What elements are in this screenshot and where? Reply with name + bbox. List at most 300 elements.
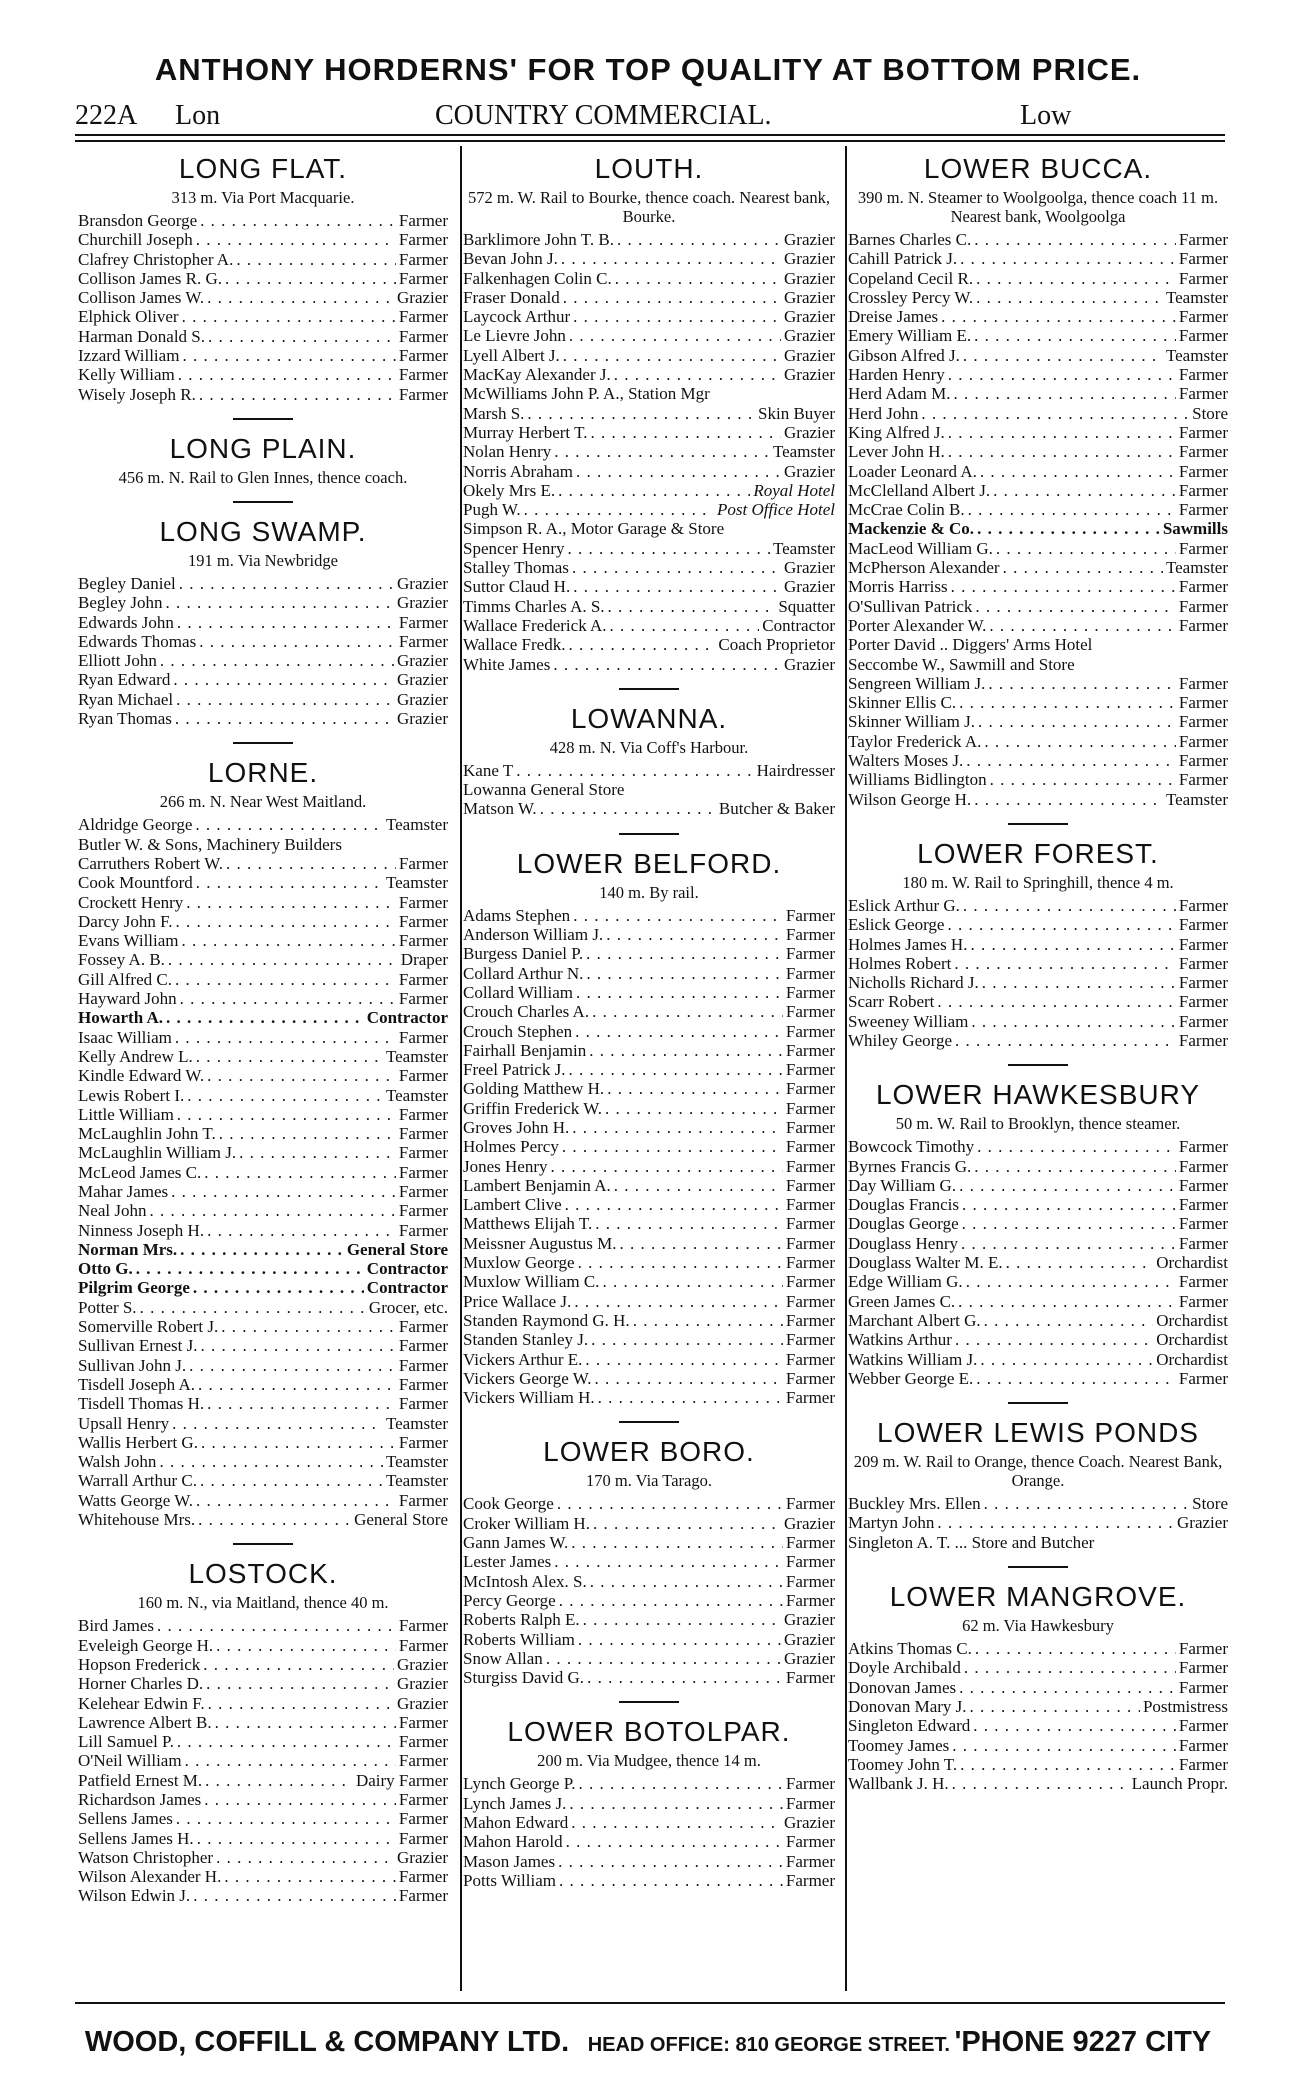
- resident-entry: [78, 1028, 448, 1047]
- right-guide-word: Low: [1020, 100, 1072, 131]
- resident-occupation: Royal Hotel: [753, 480, 835, 500]
- locality-section: [463, 1435, 835, 1687]
- resident-name: Atkins Thomas C.: [848, 1639, 972, 1659]
- resident-occupation: Grazier: [397, 1847, 448, 1867]
- leader-dots: [948, 442, 1176, 461]
- resident-entry: [848, 896, 1228, 915]
- resident-entry: [78, 385, 448, 404]
- resident-name: Herd John: [848, 403, 919, 423]
- leader-dots: [176, 912, 396, 931]
- locality-description: 428 m. N. Via Coff's Harbour.: [549, 737, 749, 757]
- leader-dots: [207, 288, 394, 307]
- resident-occupation: Farmer: [1178, 480, 1228, 500]
- resident-occupation: Grazier: [784, 287, 835, 307]
- resident-name: Patfield Ernest M.: [78, 1770, 203, 1790]
- resident-occupation: Farmer: [1178, 1195, 1228, 1215]
- resident-entry: [848, 384, 1228, 403]
- resident-name: Spencer Henry: [463, 538, 565, 558]
- resident-entry: [463, 481, 835, 500]
- resident-name: Anderson William J.: [463, 925, 604, 945]
- resident-occupation: Grazier: [397, 1693, 448, 1713]
- resident-name: Adams Stephen: [463, 905, 571, 925]
- resident-occupation: Farmer: [398, 1809, 448, 1829]
- resident-name: Herd Adam M.: [848, 384, 951, 404]
- locality-description: 456 m. N. Rail to Glen Innes, thence coach.: [118, 467, 408, 487]
- resident-occupation: Farmer: [785, 982, 835, 1002]
- leader-dots: [203, 1655, 394, 1674]
- resident-name: Standen Stanley J.: [463, 1330, 589, 1350]
- resident-entry: [463, 597, 835, 616]
- resident-name: Sellens James: [78, 1809, 173, 1829]
- section-separator: [619, 1421, 679, 1423]
- resident-occupation: Farmer: [1178, 230, 1228, 249]
- resident-entry: [848, 1639, 1228, 1658]
- leader-dots: [207, 1394, 396, 1413]
- resident-name: McLaughlin William J.: [78, 1143, 237, 1163]
- resident-occupation: Grazier: [397, 651, 448, 671]
- resident-entry: [463, 423, 835, 442]
- resident-name: Dreise James: [848, 307, 939, 327]
- resident-name: Snow Allan: [463, 1648, 543, 1668]
- leader-dots: [568, 635, 715, 654]
- locality-description: 266 m. N. Near West Maitland.: [159, 792, 367, 812]
- leader-dots: [554, 1552, 783, 1571]
- leader-dots: [602, 1272, 782, 1291]
- resident-occupation: Farmer: [398, 1355, 448, 1375]
- locality-description: 62 m. Via Hawkesbury: [962, 1616, 1114, 1636]
- resident-occupation: Farmer: [785, 1832, 835, 1852]
- section-separator: [619, 688, 679, 690]
- resident-name: Morris Harriss: [848, 577, 948, 597]
- resident-entry: [463, 519, 835, 538]
- leader-dots: [586, 964, 783, 983]
- leader-dots: [177, 1732, 396, 1751]
- resident-name: Fairhall Benjamin: [463, 1040, 587, 1060]
- resident-list: [78, 574, 448, 728]
- leader-dots: [207, 1066, 396, 1085]
- resident-name: Otto G.: [78, 1259, 133, 1279]
- leader-dots: [140, 1298, 366, 1317]
- resident-occupation: Farmer: [1178, 1011, 1228, 1031]
- resident-entry: [463, 1099, 835, 1118]
- leader-dots: [216, 1848, 394, 1867]
- leader-dots: [208, 327, 396, 346]
- resident-entry: [78, 1636, 448, 1655]
- resident-occupation: Farmer: [785, 963, 835, 983]
- resident-name: Tisdell Joseph A.: [78, 1374, 195, 1394]
- leader-dots: [587, 1668, 783, 1687]
- leader-dots: [977, 519, 1160, 538]
- leader-dots: [619, 1234, 782, 1253]
- resident-entry: [78, 1008, 448, 1027]
- locality-name: LOWANNA.: [570, 702, 728, 734]
- leader-dots: [988, 674, 1176, 693]
- resident-entry: [848, 732, 1228, 751]
- resident-entry: [463, 404, 835, 423]
- resident-entry: [848, 346, 1228, 365]
- resident-entry: [463, 1794, 835, 1813]
- resident-occupation: Farmer: [1178, 596, 1228, 616]
- resident-occupation: Farmer: [398, 1490, 448, 1510]
- resident-entry: [78, 211, 448, 230]
- resident-entry: [78, 1086, 448, 1105]
- resident-entry: [848, 1311, 1228, 1330]
- resident-name: Copeland Cecil R.: [848, 268, 974, 288]
- resident-occupation: Farmer: [1178, 326, 1228, 346]
- resident-name: Mahon Harold: [463, 1832, 563, 1852]
- leader-dots: [959, 693, 1176, 712]
- resident-occupation: Farmer: [1178, 1291, 1228, 1311]
- leader-dots: [175, 1028, 396, 1047]
- resident-occupation: Grazier: [784, 1610, 835, 1630]
- column-divider-2: [845, 146, 847, 1991]
- resident-entry: [848, 1697, 1228, 1716]
- leader-dots: [236, 250, 396, 269]
- resident-name: Mackenzie & Co.: [848, 519, 975, 539]
- resident-name: Lill Samuel P.: [78, 1732, 174, 1752]
- resident-occupation: Teamster: [1165, 789, 1228, 809]
- leader-dots: [948, 423, 1176, 442]
- locality-description: 209 m. W. Rail to Orange, thence Coach. Nearest Bank, Orange.: [853, 1452, 1223, 1491]
- resident-occupation: Farmer: [1178, 1754, 1228, 1774]
- leader-dots: [606, 925, 783, 944]
- resident-entry: [463, 1494, 835, 1513]
- resident-name: Taylor Frederick A.: [848, 731, 982, 751]
- leader-dots: [558, 1852, 783, 1871]
- resident-occupation: Farmer: [1178, 1272, 1228, 1292]
- leader-dots: [569, 1794, 783, 1813]
- locality-description: 170 m. Via Tarago.: [585, 1471, 712, 1491]
- resident-name: Sweeney William: [848, 1011, 969, 1031]
- resident-name: Potts William: [463, 1870, 556, 1890]
- resident-entry: [463, 1871, 835, 1890]
- leader-dots: [193, 1278, 364, 1297]
- resident-occupation: Orchardist: [1156, 1330, 1228, 1350]
- resident-entry: [78, 365, 448, 384]
- resident-entry: [848, 1137, 1228, 1156]
- resident-entry: [848, 1678, 1228, 1697]
- resident-entry: [78, 893, 448, 912]
- resident-name: Douglas George: [848, 1214, 959, 1234]
- resident-occupation: Farmer: [1178, 895, 1228, 915]
- leader-dots: [574, 1292, 783, 1311]
- resident-name: Bevan John J.: [463, 249, 558, 269]
- leader-dots: [562, 1137, 783, 1156]
- leader-dots: [614, 365, 781, 384]
- resident-occupation: Farmer: [785, 1002, 835, 1022]
- resident-name: Stalley Thomas: [463, 558, 569, 578]
- leader-dots: [225, 269, 396, 288]
- resident-entry: [463, 1533, 835, 1552]
- resident-occupation: Grazier: [784, 654, 835, 674]
- resident-name: Wilson George H.: [848, 789, 972, 809]
- resident-occupation: Farmer: [398, 1394, 448, 1414]
- resident-occupation: Grocer, etc.: [368, 1297, 448, 1317]
- resident-occupation: Grazier: [784, 422, 835, 442]
- resident-name: Gann James W.: [463, 1533, 569, 1553]
- resident-name: Hayward John: [78, 989, 177, 1009]
- resident-name: Vickers George W.: [463, 1368, 592, 1388]
- leader-dots: [960, 249, 1176, 268]
- resident-entry: [848, 1176, 1228, 1195]
- resident-occupation: Farmer: [398, 268, 448, 288]
- locality-name: LOWER LEWIS PONDS: [877, 1417, 1199, 1449]
- leader-dots: [1006, 1253, 1154, 1272]
- resident-entry: [78, 1394, 448, 1413]
- resident-occupation: Postmistress: [1142, 1696, 1228, 1716]
- leader-dots: [516, 761, 753, 780]
- resident-occupation: Farmer: [1178, 1677, 1228, 1697]
- resident-entry: [463, 1118, 835, 1137]
- resident-entry: [848, 326, 1228, 345]
- resident-occupation: Teamster: [772, 442, 835, 462]
- resident-entry: [463, 635, 835, 654]
- leader-dots: [180, 1240, 344, 1259]
- resident-occupation: Farmer: [398, 1104, 448, 1124]
- resident-name: King Alfred J.: [848, 422, 945, 442]
- resident-name: Griffin Frederick W.: [463, 1098, 602, 1118]
- resident-entry: [78, 574, 448, 593]
- resident-name: Walters Moses J.: [848, 751, 964, 771]
- resident-occupation: Farmer: [398, 384, 448, 404]
- resident-occupation: Grazier: [784, 307, 835, 327]
- resident-list: [463, 906, 835, 1408]
- resident-occupation: Farmer: [785, 1330, 835, 1350]
- leader-dots: [200, 1336, 395, 1355]
- resident-name: Barnes Charles C.: [848, 230, 972, 249]
- resident-name: McLaughlin John T.: [78, 1124, 216, 1144]
- resident-occupation: Farmer: [785, 905, 835, 925]
- leader-dots: [996, 539, 1176, 558]
- resident-name: Pilgrim George: [78, 1278, 190, 1298]
- resident-entry: [78, 1694, 448, 1713]
- resident-name: Norris Abraham: [463, 461, 574, 481]
- resident-occupation: Farmer: [1178, 693, 1228, 713]
- leader-dots: [976, 1369, 1176, 1388]
- locality-name: LORNE.: [207, 757, 319, 789]
- resident-name: Holmes Percy: [463, 1137, 559, 1157]
- resident-entry: [463, 1388, 835, 1407]
- resident-entry: [78, 230, 448, 249]
- resident-name: Holmes James H.: [848, 934, 968, 954]
- resident-name: Gibson Alfred J.: [848, 345, 960, 365]
- column-3: [848, 152, 1228, 1793]
- resident-occupation: Grazier: [397, 689, 448, 709]
- leader-dots: [975, 597, 1175, 616]
- resident-occupation: Farmer: [1178, 973, 1228, 993]
- resident-name: Muxlow George: [463, 1253, 575, 1273]
- resident-name: Aldridge George: [78, 815, 193, 835]
- resident-entry: [463, 1079, 835, 1098]
- resident-occupation: Skin Buyer: [758, 403, 835, 423]
- resident-occupation: Farmer: [1178, 577, 1228, 597]
- resident-occupation: Farmer: [1178, 770, 1228, 790]
- resident-name: Sellens James H.: [78, 1828, 194, 1848]
- resident-entry: [463, 288, 835, 307]
- leader-dots: [578, 1630, 781, 1649]
- resident-occupation: Grazier: [784, 1513, 835, 1533]
- resident-occupation: General Store: [354, 1510, 448, 1530]
- leader-dots: [196, 230, 396, 249]
- resident-occupation: Post Office Hotel: [716, 500, 835, 520]
- resident-name: McIntosh Alex. S.: [463, 1571, 587, 1591]
- leader-dots: [595, 1214, 783, 1233]
- resident-name: Burgess Daniel P.: [463, 944, 584, 964]
- resident-entry: [463, 365, 835, 384]
- resident-entry: [463, 1610, 835, 1629]
- resident-name: Watkins Arthur: [848, 1330, 952, 1350]
- left-guide-word: Lon: [175, 100, 221, 131]
- resident-name: Webber George E.: [848, 1368, 974, 1388]
- locality-section: [848, 1078, 1228, 1388]
- resident-entry: [78, 1221, 448, 1240]
- resident-entry: [848, 1774, 1228, 1793]
- resident-occupation: Farmer: [398, 230, 448, 250]
- resident-name: Eslick George: [848, 915, 945, 935]
- section-separator: [233, 1543, 293, 1545]
- resident-occupation: Farmer: [398, 1751, 448, 1771]
- leader-dots: [551, 1157, 783, 1176]
- leader-dots: [976, 288, 1163, 307]
- header-rule-bottom: [75, 140, 1225, 142]
- resident-list: [848, 1137, 1228, 1388]
- leader-dots: [149, 1201, 395, 1220]
- resident-name: Little William: [78, 1104, 174, 1124]
- leader-dots: [973, 1716, 1176, 1735]
- resident-occupation: Farmer: [1178, 731, 1228, 751]
- locality-description: 200 m. Via Mudgee, thence 14 m.: [537, 1751, 761, 1771]
- leader-dots: [226, 854, 396, 873]
- leader-dots: [615, 269, 781, 288]
- leader-dots: [974, 326, 1176, 345]
- footer-phone: 'PHONE 9227 CITY: [954, 2026, 1212, 2058]
- leader-dots: [571, 1533, 783, 1552]
- resident-occupation: Farmer: [785, 1021, 835, 1041]
- leader-dots: [963, 896, 1176, 915]
- resident-entry: [78, 1829, 448, 1848]
- resident-occupation: Farmer: [785, 1175, 835, 1195]
- resident-entry: [848, 249, 1228, 268]
- leader-dots: [136, 1259, 364, 1278]
- leader-dots: [224, 1867, 396, 1886]
- leader-dots: [569, 326, 781, 345]
- leader-dots: [573, 307, 781, 326]
- resident-entry: [848, 307, 1228, 326]
- resident-occupation: Farmer: [785, 1533, 835, 1553]
- resident-occupation: Teamster: [385, 1452, 448, 1472]
- resident-name: Vickers William H.: [463, 1388, 595, 1408]
- resident-name: Day William G.: [848, 1175, 957, 1195]
- resident-occupation: Farmer: [1178, 1639, 1228, 1659]
- resident-name: Sullivan Ernest J.: [78, 1336, 198, 1356]
- leader-dots: [954, 954, 1176, 973]
- leader-dots: [978, 712, 1176, 731]
- leader-dots: [221, 1317, 396, 1336]
- resident-list: [78, 211, 448, 404]
- resident-occupation: Farmer: [398, 969, 448, 989]
- resident-occupation: Farmer: [1178, 712, 1228, 732]
- resident-entry: [78, 250, 448, 269]
- leader-dots: [947, 915, 1175, 934]
- resident-occupation: Teamster: [385, 1471, 448, 1491]
- resident-list: [463, 1774, 835, 1890]
- resident-occupation: Farmer: [398, 853, 448, 873]
- resident-occupation: Farmer: [785, 1349, 835, 1369]
- leader-dots: [176, 1809, 396, 1828]
- leader-dots: [572, 558, 781, 577]
- resident-entry: [78, 288, 448, 307]
- resident-entry: [78, 593, 448, 612]
- resident-occupation: Store: [1192, 1494, 1228, 1514]
- leader-dots: [962, 1214, 1176, 1233]
- resident-name: Porter Alexander W.: [848, 615, 987, 635]
- resident-occupation: Farmer: [785, 1494, 835, 1514]
- leader-dots: [566, 1832, 783, 1851]
- resident-name: Collison James R. G.: [78, 268, 223, 288]
- resident-occupation: Farmer: [785, 1668, 835, 1688]
- resident-name: Upsall Henry: [78, 1413, 170, 1433]
- leader-dots: [977, 1137, 1176, 1156]
- resident-entry: [463, 307, 835, 326]
- leader-dots: [966, 1272, 1176, 1291]
- resident-entry: [78, 1867, 448, 1886]
- resident-name: McClelland Albert J.: [848, 480, 991, 500]
- leader-dots: [198, 1375, 396, 1394]
- section-separator: [1008, 823, 1068, 825]
- leader-dots: [984, 732, 1176, 751]
- resident-entry: [78, 613, 448, 632]
- resident-entry: [78, 989, 448, 1008]
- resident-entry: [848, 500, 1228, 519]
- resident-name: Golding Matthew H.: [463, 1079, 605, 1099]
- resident-occupation: Farmer: [398, 612, 448, 632]
- locality-name: LONG PLAIN.: [169, 432, 357, 464]
- resident-occupation: Grazier: [784, 1648, 835, 1668]
- resident-name: Doyle Archibald: [848, 1658, 961, 1678]
- resident-occupation: Farmer: [398, 1162, 448, 1182]
- resident-entry: [78, 269, 448, 288]
- resident-name: Butler W. & Sons, Machinery Builders: [78, 834, 342, 854]
- leader-dots: [239, 1143, 396, 1162]
- leader-dots: [617, 230, 781, 249]
- leader-dots: [179, 574, 394, 593]
- resident-name: Freel Patrick J.: [463, 1060, 566, 1080]
- leader-dots: [177, 1105, 396, 1124]
- leader-dots: [579, 1774, 783, 1793]
- resident-name: Standen Raymond G. H.: [463, 1310, 630, 1330]
- resident-name: Ryan Michael: [78, 689, 174, 709]
- leader-dots: [204, 1790, 396, 1809]
- resident-occupation: Launch Propr.: [1131, 1774, 1228, 1794]
- resident-entry: [848, 1214, 1228, 1233]
- leader-dots: [199, 385, 396, 404]
- resident-occupation: Farmer: [1178, 1233, 1228, 1253]
- resident-entry: [78, 1124, 448, 1143]
- resident-occupation: Farmer: [1178, 1735, 1228, 1755]
- resident-name: Wilson Edwin J.: [78, 1886, 191, 1906]
- resident-name: Wisely Joseph R.: [78, 384, 196, 404]
- locality-section: [463, 152, 835, 674]
- resident-occupation: Farmer: [1178, 615, 1228, 635]
- resident-name: Cahill Patrick J.: [848, 249, 958, 269]
- resident-occupation: Coach Proprietor: [718, 635, 835, 655]
- resident-entry: [78, 912, 448, 931]
- resident-occupation: Farmer: [785, 1388, 835, 1408]
- resident-occupation: Teamster: [385, 1085, 448, 1105]
- resident-entry: [848, 770, 1228, 789]
- resident-name: Cook George: [463, 1494, 554, 1514]
- resident-name: Meissner Augustus M.: [463, 1233, 617, 1253]
